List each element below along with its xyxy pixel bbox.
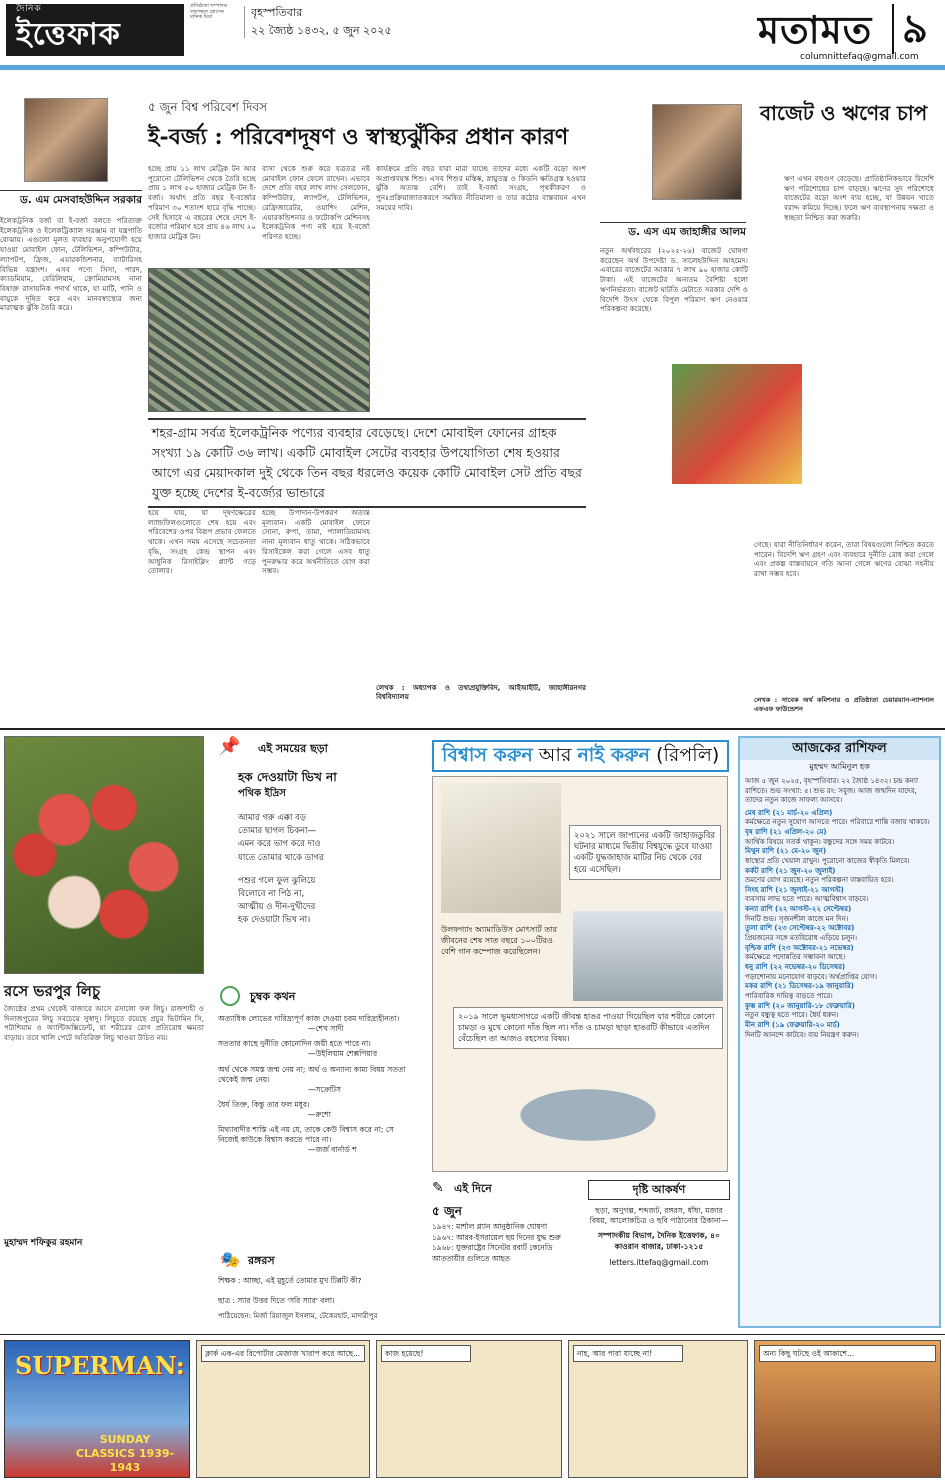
- rhyme-lines: [238, 812, 324, 927]
- budget-column-3: গেছে। যারা নীতিনির্ধারণ করেন, তারা বিষয়গুলো নিশ্চিত করতে পারেন। বিদেশি ঋণ গ্রহণ এবং ব্যবহারে দুর্নীতি রোধ করা গেলে এবং প্রকল্প বাস্তবায়নে গতি আনা গেলে ঋণের বোঝা সহনীয় রাখা সম্ভব হবে।: [754, 540, 934, 579]
- quote-text: সততার কাছে দুর্নীতি কোনোদিন জয়ী হতে পারে না।: [218, 1039, 371, 1049]
- rhyme-line: হক দেওয়াটা ভিখ না।: [238, 915, 311, 926]
- sign-text: কর্মক্ষেত্রে নতুন সুযোগ আসতে পারে। পরিবারে শান্তি বজায় থাকবে।: [745, 818, 930, 827]
- author-byline-2: ড. এস এম জাহাঙ্গীর আলম: [600, 222, 746, 239]
- article-kicker: ৫ জুন বিশ্ব পরিবেশ দিবস: [148, 100, 268, 114]
- budget-author-note: লেখক : সাবেক অর্থ কমিশনার ও প্রতিষ্ঠাতা চেয়ারম্যান-ন্যাশনাল এফএফ ফাউন্ডেশন: [754, 696, 934, 713]
- ripley-illustration: [432, 776, 728, 1172]
- logo-small-text: দৈনিক: [16, 4, 42, 14]
- article-column-3: বাসা থেকে শুরু করে যত্রতত্র নষ্ট মোবাইল ফোন ফেলে রাখেন। এভাবে দেশে প্রতি বছর লাখ লাখ সেলফোন, কম্পিউটার, ল্যাপটপ, টেলিভিশন, রেফ্রিজারেটর, ওয়াশিং মেশিন, এয়ারকন্ডিশনার ও ফটোকপি মেশিনসহ ইলেকট্রনিক পণ্য নষ্ট হয়ে ই-বর্জ্যে পরিণত হচ্ছে।: [262, 164, 370, 242]
- sign-name: মকর রাশি (২১ ডিসেম্বর-১৯ জানুয়ারি): [745, 982, 854, 991]
- rhyme-line: যাতে তোমার থাকে ডাগর: [238, 852, 324, 863]
- ripley-banner: [432, 740, 729, 772]
- sign-name: বৃষ রাশি (২১ এপ্রিল-২০ মে): [745, 827, 827, 836]
- comic-divider: [0, 1334, 945, 1335]
- quote-text: অর্থ থেকে সমস্ত জন্ম নেয় না; অর্থ ও অন্যান্য কাম্য বিষয় সততা থেকেই জন্ম নেয়।: [218, 1064, 406, 1084]
- humor-sender: পাঠিয়েছেন: মির্জা রিয়াজুল ইসলাম, টেকেরহাট, মাদারীপুর: [218, 1312, 378, 1320]
- sign-name: ধনু রাশি (২২ নভেম্বর-২০ ডিসেম্বর): [745, 963, 846, 972]
- ripley-fact-1: ২০২১ সালে জাপানের একটি জাহাজডুবির ঘটনার মাধ্যমে দ্বিতীয় বিশ্বযুদ্ধে ডুবে যাওয়া একটি যুদ্ধজাহাজ মাটির নিচ থেকে বের হয়ে এসেছিল।: [569, 825, 721, 880]
- sign-text: নতুন বন্ধুত্ব হতে পারে। ধৈর্য ধরুন।: [745, 1011, 839, 1020]
- comic-panel-1: [196, 1340, 370, 1478]
- horoscope-author: মুহম্মদ আমিনুল হক: [809, 762, 870, 772]
- speech-bubble: কাজ হয়েছে!: [381, 1345, 471, 1362]
- logo-text: ইত্তেফাক: [16, 17, 121, 52]
- rhyme-line: বিলোবে না পিঠ না,: [238, 888, 305, 899]
- horoscope-title: আজকের রাশিফল: [740, 738, 939, 760]
- quote-author: —শেখ সাদী: [308, 1024, 344, 1034]
- lychee-caption[interactable]: রসে ভরপুর লিচু: [4, 982, 101, 1000]
- rhyme-section: এই সময়ের ছড়া: [258, 742, 328, 755]
- horoscope-intro: আজ ৫ জুন ২০২৫, বৃহস্পতিবার। ২২ জ্যৈষ্ঠ ১৪৩২। চন্দ্র কন্যা রাশিতে। শুভ সংখ্যা: ৫। শুভ রং: সবুজ। আজ জন্মদিন যাদের, তাদের নতুন কাজে সাফল্য আসবে।: [745, 777, 919, 805]
- sign-text: দিনটি আনন্দে কাটবে। ব্যয় নিয়ন্ত্রণ করুন।: [745, 1030, 859, 1039]
- quote-text: মিথ্যাবাদীর শাস্তি এই নয় যে, তাকে কেউ বিশ্বাস করে না; সে নিজেই কাউকে বিশ্বাস করতে পারে না।: [218, 1125, 394, 1145]
- sign-text: ব্যবসায় লাভ হতে পারে। আত্মবিশ্বাস বাড়বে।: [745, 895, 869, 904]
- lychee-author: মুহাম্মদ শফিকুর রহমান: [4, 1238, 83, 1248]
- this-day-events: [432, 1222, 578, 1265]
- ewaste-photo: [148, 268, 370, 412]
- rhyme-author: পথিক ইদ্রিস: [238, 788, 286, 799]
- budget-article: [600, 84, 938, 724]
- ripley-banner-d: (রিপলি): [656, 744, 720, 766]
- attention-box: [588, 1180, 730, 1328]
- sign-name: মিথুন রাশি (২১ মে-২০ জুন): [745, 847, 827, 856]
- dateline: [244, 6, 392, 38]
- quote-author: —রুশো: [308, 1110, 331, 1119]
- this-day-event: ১৯৬৭: আরব-ইসরায়েল ছয় দিনের যুদ্ধ শুরু: [432, 1232, 561, 1242]
- date: ২২ জ্যৈষ্ঠ ১৪৩২, ৫ জুন ২০২৫: [251, 23, 392, 37]
- article-column-4: কার্যক্রমে প্রতি বছর যারা মারা যাচ্ছে তাদের মধ্যে একটি বড়ো অংশ অপ্রাপ্তবয়স্ক শিশু। এসব শিশুর মস্তিষ্ক, স্নায়ুতন্ত্র ও কিডনি ক্ষতিগ্রস্ত হওয়ার ঝুঁকি অত্যন্ত বেশি। তাই ই-বর্জ্য সংগ্রহ, পৃথকীকরণ ও পুনঃপ্রক্রিয়াজাতকরণে সমন্বিত নীতিমালা ও তার কঠোর বাস্তবায়ন এখন সময়ের দাবি।: [376, 164, 586, 212]
- sign-text: স্বাস্থ্যের প্রতি খেয়াল রাখুন। পুরোনো কাজের স্বীকৃতি মিলবে।: [745, 856, 910, 865]
- author-photo-1: [24, 98, 108, 182]
- shipwreck-drawing: [573, 911, 723, 1001]
- author-photo-2: [652, 104, 742, 200]
- theatre-mask-icon: 🎭: [220, 1250, 240, 1269]
- quote-text: অত্যাধিক লোভের দারিদ্র্যপূর্ণ কাজ দেওয়া চরম দারিদ্র্যহীনতা।: [218, 1014, 400, 1023]
- humor-section: রঙ্গরস: [248, 1254, 275, 1267]
- horoscope-box: [738, 736, 941, 1328]
- sign-text: পড়াশোনায় মনোযোগ বাড়বে। অর্থপ্রাপ্তির যোগ।: [745, 972, 877, 981]
- ewaste-article: [0, 84, 592, 724]
- sign-text: পারিবারিক দায়িত্ব বাড়তে পারে।: [745, 992, 833, 1001]
- article-lead-column: ইলেকট্রনিক বর্জ্য বা ই-বর্জ্য বলতে পরিত্যক্ত ইলেকট্রনিক ও ইলেকট্রিক্যাল সরঞ্জাম বা যন্ত্রপাতি বোঝায়। এগুলো মূলত ব্যবহার অনুপযোগী হয়ে যাওয়া মোবাইল ফোন, টেলিভিশন, কম্পিউটার, ল্যাপটপ, ফ্রিজ, এয়ারকন্ডিশনার, ব্যাটারিসহ বিভিন্ন যন্ত্রাংশ। এসব পণ্যে সিসা, পারদ, ক্যাডমিয়াম, বেরিলিয়াম, ক্রোমিয়ামসহ নানা বিষাক্ত রাসায়নিক পদার্থ থাকে, যা মাটি, পানি ও বায়ুকে দূষিত করে এবং মানবস্বাস্থ্যের জন্য মারাত্মক ঝুঁকি তৈরি করে।: [0, 216, 142, 313]
- quotes-section: চুম্বক কথন: [250, 990, 296, 1003]
- attention-email[interactable]: letters.ittefaq@gmail.com: [609, 1258, 709, 1268]
- debt-illustration: [672, 364, 802, 484]
- mozart-drawing: [441, 783, 561, 913]
- sign-name: কুম্ভ রাশি (২০ জানুয়ারি-১৮ ফেব্রুয়ারি): [745, 1001, 855, 1010]
- sign-name: কন্যা রাশি (২২ আগস্ট-২২ সেপ্টেম্বর): [745, 905, 852, 914]
- author-byline-1: ড. এম মেসবাহউদ্দিন সরকার: [0, 190, 142, 207]
- quote-text: ধৈর্য তিক্ত, কিন্তু তার ফল মধুর।: [218, 1099, 310, 1109]
- budget-column-2: ঋণ এখন বহুগুণ বেড়েছে। প্রাতিষ্ঠানিকভাবে বিদেশি ঋণ পরিশোধের চাপ বাড়ছে। ঋণের সুদ পরিশোধে বাজেটের বড়ো অংশ ব্যয় হচ্ছে, যা উন্নয়ন খাতে বরাদ্দ কমিয়ে দিচ্ছে। ফলে ঋণ ব্যবস্থাপনায় দক্ষতা ও স্বচ্ছতা নিশ্চিত করা জরুরি।: [784, 174, 934, 222]
- column-email[interactable]: columnittefaq@gmail.com: [800, 52, 919, 62]
- superman-cover[interactable]: [4, 1340, 190, 1478]
- sign-name: কর্কট রাশি (২১ জুন-২০ জুলাই): [745, 866, 836, 875]
- sign-text: কর্মক্ষেত্রে পদোন্নতির সম্ভাবনা আছে।: [745, 953, 846, 962]
- humor-punch: ছাত্র : স্যার উত্তর দিতে 'সরি স্যার' বলা।: [218, 1296, 335, 1305]
- ripley-fact-2: উলফগ্যাং অ্যামাডিউস মোৎসার্ট তার জীবনের শেষ সাত বছরে ১০০টিরও বেশি গান কম্পোজ করেছিলেন।: [441, 925, 557, 956]
- attention-address: সম্পাদকীয় বিভাগ, দৈনিক ইত্তেফাক, ৪০ কাওরান বাজার, ঢাকা-১২১৫: [598, 1231, 720, 1251]
- rhyme-line: এমন করে ভাগ করে দাও: [238, 839, 321, 850]
- comic-panel-2: [376, 1340, 562, 1478]
- article-column-5: হয়ে যায়, যা দূষণক্ষেত্রের ল্যান্ডফিলগুলোতে শেষ হয়ে এবং পরিবেশের ওপর বিরূপ প্রভাব ফেলতে থাকে। এখন সময় এসেছে সচেতনতা বৃদ্ধি, সংগ্রহ কেন্দ্র স্থাপন এবং আধুনিক রিসাইক্লিং প্ল্যান্ট গড়ে তোলার।: [148, 508, 256, 576]
- this-day-event: ১৯৬৮: যুক্তরাষ্ট্রের সিনেটর রবার্ট কেনেডি আততায়ীর গুলিতে আহত: [432, 1243, 553, 1264]
- sign-name: বৃশ্চিক রাশি (২৩ অক্টোবর-২১ নভেম্বর): [745, 943, 854, 952]
- article-column-6: হচ্ছে উপাদান-উপকরণ অত্যন্ত মূল্যবান। একটি মোবাইল ফোনে সোনা, রুপা, তামা, প্যালাডিয়ামসহ নানা মূল্যবান ধাতু থাকে। সঠিকভাবে রিসাইকেল করা গেলে এসব ধাতু পুনরুদ্ধার করে অর্থনীতিতে যোগ করা সম্ভব।: [262, 508, 370, 576]
- this-day-title: এই দিনে: [454, 1182, 492, 1195]
- quote-author: —উইলিয়াম শেক্সপিয়ার: [308, 1049, 378, 1059]
- lychee-body: জ্যৈষ্ঠের প্রথম থেকেই বাজারে আসে রসালো ফল লিচু। রাজশাহী ও দিনাজপুরের লিচু সবচেয়ে সুস্বাদু। লিচুতে রয়েছে প্রচুর ভিটামিন সি, পটাশিয়াম ও অ্যান্টিঅক্সিডেন্ট, যা শরীরের রোগ প্রতিরোধ ক্ষমতা বাড়ায়। তবে খালি পেটে অতিরিক্ত লিচু খাওয়া উচিত নয়।: [4, 1004, 204, 1043]
- lychee-photo: [4, 736, 204, 974]
- page-number: ৯: [892, 4, 928, 54]
- sign-name: সিংহ রাশি (২১ জুলাই-২১ আগস্ট): [745, 885, 844, 894]
- quote-author: —সক্রেটিস: [308, 1084, 341, 1094]
- sign-name: মেষ রাশি (২১ মার্চ-২০ এপ্রিল): [745, 808, 833, 817]
- quote-author: —জর্জ বার্নার্ড শ: [308, 1145, 357, 1155]
- ripley-banner-c: নাই করুন: [577, 744, 651, 766]
- comic-panel-3: [568, 1340, 748, 1478]
- article-column-2: হচ্ছে প্রায় ১১ লাখ মেট্রিক টন আর পুরোনো টেলিভিশন থেকে তৈরি হচ্ছে প্রায় ১ লাখ ৫০ হাজার মেট্রিক টন ই-বর্জ্য। অর্থাৎ প্রতি বছর ই-বর্জ্যের পরিমাণ ৩০ শতাংশ হারে বৃদ্ধি পাচ্ছে। সেই হিসাবে এ বছরের শেষে দেশে ই-বর্জ্যের পরিমাণ হবে প্রায় ৪৬ লাখ ২০ হাজার মেট্রিক টন।: [148, 164, 256, 242]
- speech-bubble: ক্লার্ক এক-এর রিপোর্টার মেজাজ খারাপ করে আছে...: [201, 1345, 365, 1362]
- budget-headline[interactable]: বাজেট ও ঋণের চাপ: [760, 101, 928, 125]
- rhyme-line: পশুর গলে ফুল ঝুলিয়ে: [238, 875, 316, 886]
- shark-drawing: [483, 1075, 693, 1155]
- article-headline[interactable]: ই-বর্জ্য : পরিবেশদূষণ ও স্বাস্থ্যঝুঁকির প্রধান কারণ: [148, 124, 569, 150]
- sign-text: প্রিয়জনের সঙ্গে মতবিরোধ এড়িয়ে চলুন।: [745, 934, 858, 943]
- ripley-banner-a: বিশ্বাস করুন: [442, 744, 533, 766]
- sign-text: আর্থিক বিষয়ে সতর্ক থাকুন। বন্ধুদের সঙ্গে সময় কাটবে।: [745, 837, 895, 846]
- sign-name: মীন রাশি (১৯ ফেব্রুয়ারি-২০ মার্চ): [745, 1021, 840, 1029]
- speech-bubble: অন্য কিছু ঘটছে ওই আকাশে...: [759, 1345, 936, 1362]
- ripley-banner-b: আর: [538, 744, 572, 766]
- horoscope-list: [740, 809, 939, 1041]
- quotes-list: [218, 1014, 414, 1156]
- section-title: মতামত: [758, 7, 873, 52]
- logo-tagline: প্রতিষ্ঠাতা সম্পাদক তফাজ্জল হোসেন মানিক মিয়া: [190, 3, 228, 20]
- weekday: বৃহস্পতিবার: [251, 6, 303, 19]
- rhyme-box: [218, 736, 416, 976]
- humor-setup: শিক্ষক : আচ্ছা, এই মুহূর্তে তোমার মুখ টিপ্পটি কী?: [218, 1276, 362, 1285]
- ripley-fact-3: ২০১৯ সালে ভূমধ্যসাগরে একটি জীবন্ত হাঙর পাওয়া গিয়েছিল যার শরীরে কোনো চামড়া ও মুখে কোনো দাঁত ছিল না। দাঁত ও চামড়া ছাড়া হাঙরটি কীভাবে এতদিন বেঁচেছিল তা আজও রহস্যের বিষয়।: [453, 1007, 723, 1049]
- this-day-box: [432, 1180, 580, 1328]
- humor-box: [218, 1250, 416, 1328]
- quotes-box: [218, 986, 416, 1246]
- comic-title: SUPERMAN:: [15, 1351, 185, 1380]
- this-day-event: ১৯৪৭: মার্শাল প্ল্যান আনুষ্ঠানিক ঘোষণা: [432, 1222, 548, 1231]
- magnet-icon: [220, 986, 240, 1006]
- this-day-date: ৫ জুন: [432, 1204, 462, 1218]
- budget-column-1: নতুন অর্থবছরের (২০২৫-২৬) বাজেট ঘোষণা করেছেন অর্থ উপদেষ্টা ড. সালেহউদ্দিন আহমেদ। এবারের বাজেটের আকার ৭ লাখ ৯০ হাজার কোটি টাকা। এই বাজেটের অন্যতম বৈশিষ্ট্য হলো ঋণনির্ভরতা। বাজেট ঘাটতি মেটাতে সরকার দেশি ও বিদেশি উৎস থেকে বিপুল পরিমাণ ঋণ নেওয়ার পরিকল্পনা করেছে।: [600, 246, 748, 314]
- attention-body: ছড়া, অণুগল্প, শব্দজট, রঙ্গরস, ধাঁধা, মজার বিষয়, আলোকচিত্র ও ছবি পাঠানোর ঠিকানা—: [589, 1205, 729, 1226]
- rhyme-title[interactable]: হক দেওয়াটা ভিখ না: [238, 770, 337, 784]
- section-divider: [0, 728, 945, 730]
- article-author-note: লেখক : অধ্যাপক ও তথ্যপ্রযুক্তিবিদ, আইআইটি, জাহাঙ্গীরনগর বিশ্ববিদ্যালয়: [376, 684, 586, 702]
- pull-quote: শহর-গ্রাম সর্বত্র ইলেকট্রনিক পণ্যের ব্যবহার বেড়েছে। দেশে মোবাইল ফোনের গ্রাহক সংখ্যা ১৯ কোটি ৩৬ লাখ। একটি মোবাইল সেটের ব্যবহার উপযোগিতা শেষ হওয়ার আগে এর মেয়াদকাল দুই থেকে তিন বছর ধরলেও কয়েক কোটি মোবাইল সেট প্রতি বছর যুক্ত হচ্ছে দেশের ই-বর্জ্যের ভান্ডারে: [148, 418, 586, 508]
- rhyme-line: তোমার ছাগল চিকনা—: [238, 826, 317, 837]
- sign-text: দিনটি শুভ। সৃজনশীল কাজে মন দিন।: [745, 914, 849, 923]
- rhyme-line: আমার গরু এক্কা বড়: [238, 813, 306, 823]
- rhyme-line: আত্মীয় ও দীন-দুখীদের: [238, 902, 316, 913]
- newspaper-logo[interactable]: [6, 4, 184, 56]
- calendar-icon: ✎: [432, 1180, 444, 1196]
- comic-panel-4: [754, 1340, 941, 1478]
- comic-subtitle: SUNDAY CLASSICS 1939-1943: [75, 1433, 175, 1474]
- sign-name: তুলা রাশি (২৩ সেপ্টেম্বর-২২ অক্টোবর): [745, 924, 855, 933]
- pin-icon: 📌: [218, 736, 241, 757]
- speech-bubble: নাহ, আর পারা যাচ্ছে না!: [573, 1345, 683, 1362]
- masthead: [0, 0, 945, 70]
- attention-title: দৃষ্টি আকর্ষণ: [588, 1180, 730, 1200]
- sign-text: ভ্রমণের যোগ রয়েছে। নতুন পরিকল্পনা বাস্তবায়িত হবে।: [745, 876, 894, 885]
